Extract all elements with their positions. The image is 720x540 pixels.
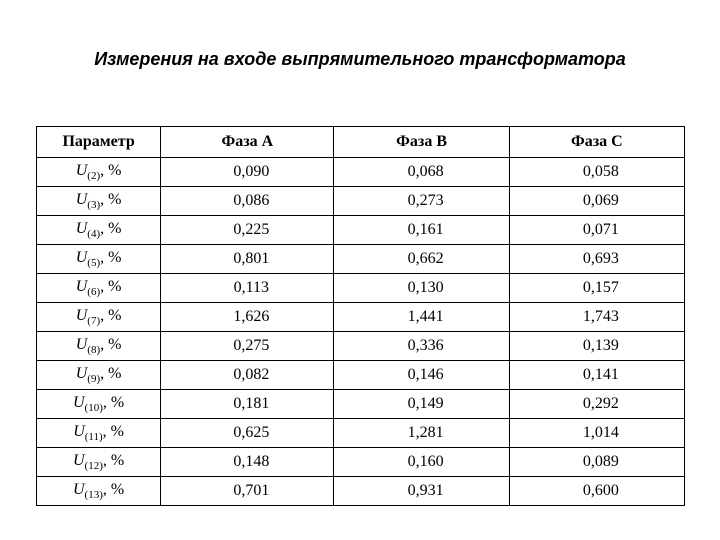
- phase-b-value: 0,146: [407, 366, 444, 383]
- phase-c-cell: [509, 390, 684, 419]
- parameter-unit: , %: [102, 394, 125, 411]
- phase-c-cell: [509, 361, 684, 390]
- table-row: [37, 303, 685, 332]
- phase-b-value: 0,161: [407, 221, 444, 238]
- parameter-symbol: U: [75, 365, 88, 382]
- parameter-cell: [37, 187, 161, 216]
- phase-b-cell: [334, 216, 509, 245]
- phase-c-value: 0,058: [582, 163, 619, 180]
- parameter-cell: [37, 419, 161, 448]
- table-row: [37, 158, 685, 187]
- parameter-unit: , %: [100, 365, 122, 382]
- parameter-unit: , %: [100, 220, 122, 237]
- harmonic-index: (13): [84, 489, 103, 501]
- phase-a-value: 0,181: [233, 395, 270, 412]
- phase-a-value: 0,113: [233, 279, 270, 296]
- harmonic-index: (9): [87, 373, 101, 385]
- header-phase-a: Фаза A: [161, 127, 334, 158]
- table-row: [37, 245, 685, 274]
- phase-c-cell: [509, 245, 684, 274]
- harmonic-index: (7): [87, 315, 101, 327]
- phase-a-cell: [161, 303, 334, 332]
- phase-b-cell: [334, 274, 509, 303]
- table-row: [37, 361, 685, 390]
- table-row: [37, 332, 685, 361]
- phase-c-cell: [509, 303, 684, 332]
- phase-b-cell: [334, 245, 509, 274]
- phase-b-cell: [334, 187, 509, 216]
- harmonic-index: (12): [84, 460, 103, 472]
- phase-c-value: 0,071: [582, 221, 619, 238]
- parameter-symbol: U: [75, 307, 88, 324]
- phase-a-value: 0,082: [233, 366, 270, 383]
- parameter-unit: , %: [100, 162, 122, 179]
- parameter-cell: [37, 390, 161, 419]
- phase-c-value: 0,139: [582, 337, 619, 354]
- harmonic-index: (6): [87, 286, 101, 298]
- parameter-unit: , %: [100, 191, 122, 208]
- phase-b-value: 0,068: [407, 163, 444, 180]
- table-row: [37, 274, 685, 303]
- phase-b-cell: [334, 158, 509, 187]
- phase-a-value: 0,090: [233, 163, 270, 180]
- parameter-cell: [37, 216, 161, 245]
- phase-b-value: 1,441: [407, 308, 444, 325]
- harmonic-index: (8): [87, 344, 101, 356]
- phase-a-cell: [161, 332, 334, 361]
- table-row: [37, 477, 685, 506]
- phase-b-value: 0,931: [407, 482, 444, 499]
- page-title: Измерения на входе выпрямительного трансформатора: [94, 49, 626, 69]
- table-row: [37, 390, 685, 419]
- phase-c-value: 0,693: [582, 250, 619, 267]
- phase-b-value: 0,336: [407, 337, 444, 354]
- table-header-row: [37, 127, 685, 158]
- phase-a-value: 0,225: [233, 221, 270, 238]
- phase-c-cell: [509, 187, 684, 216]
- phase-b-value: 0,130: [407, 279, 444, 296]
- harmonic-index: (3): [87, 199, 101, 211]
- phase-b-cell: [334, 390, 509, 419]
- phase-a-value: 0,148: [233, 453, 270, 470]
- harmonic-index: (5): [87, 257, 101, 269]
- phase-c-value: 0,089: [582, 453, 619, 470]
- phase-a-cell: [161, 245, 334, 274]
- table-row: [37, 419, 685, 448]
- phase-b-value: 0,662: [407, 250, 444, 267]
- phase-c-value: 0,069: [582, 192, 619, 209]
- phase-a-value: 0,086: [233, 192, 270, 209]
- phase-a-cell: [161, 274, 334, 303]
- parameter-unit: , %: [100, 336, 122, 353]
- phase-a-value: 0,801: [233, 250, 270, 267]
- phase-b-cell: [334, 419, 509, 448]
- parameter-symbol: U: [72, 481, 85, 498]
- phase-a-value: 0,701: [233, 482, 270, 499]
- table-row: [37, 216, 685, 245]
- phase-a-cell: [161, 419, 334, 448]
- parameter-unit: , %: [100, 249, 122, 266]
- parameter-cell: [37, 477, 161, 506]
- parameter-symbol: U: [75, 336, 88, 353]
- phase-b-cell: [334, 332, 509, 361]
- phase-c-cell: [509, 332, 684, 361]
- parameter-symbol: U: [75, 191, 88, 208]
- table-row: [37, 187, 685, 216]
- parameter-cell: [37, 332, 161, 361]
- phase-a-cell: [161, 158, 334, 187]
- phase-c-cell: [509, 448, 684, 477]
- phase-c-value: 1,743: [582, 308, 619, 325]
- parameter-cell: [37, 361, 161, 390]
- phase-a-cell: [161, 390, 334, 419]
- phase-a-value: 0,275: [233, 337, 270, 354]
- harmonic-index: (11): [84, 431, 103, 443]
- phase-a-cell: [161, 187, 334, 216]
- phase-a-cell: [161, 448, 334, 477]
- table-body: [37, 158, 685, 506]
- parameter-cell: [37, 158, 161, 187]
- header-phase-c: Фаза C: [509, 127, 684, 158]
- phase-a-value: 1,626: [233, 308, 270, 325]
- phase-c-cell: [509, 477, 684, 506]
- header-phase-b: Фаза B: [334, 127, 509, 158]
- parameter-unit: , %: [102, 452, 125, 469]
- phase-b-cell: [334, 477, 509, 506]
- phase-c-cell: [509, 419, 684, 448]
- header-parameter: Параметр: [37, 127, 161, 158]
- phase-a-value: 0,625: [233, 424, 270, 441]
- parameter-symbol: U: [75, 249, 88, 266]
- parameter-unit: , %: [100, 278, 122, 295]
- phase-a-cell: [161, 216, 334, 245]
- parameter-cell: [37, 245, 161, 274]
- phase-c-value: 1,014: [582, 424, 619, 441]
- parameter-unit: , %: [102, 481, 125, 498]
- phase-c-value: 0,157: [582, 279, 619, 296]
- phase-b-value: 0,273: [407, 192, 444, 209]
- parameter-cell: [37, 448, 161, 477]
- parameter-unit: , %: [102, 423, 124, 440]
- phase-b-value: 0,149: [407, 395, 444, 412]
- parameter-unit: , %: [100, 307, 122, 324]
- parameter-symbol: U: [72, 452, 85, 469]
- harmonic-index: (4): [87, 228, 101, 240]
- harmonic-index: (10): [84, 402, 103, 414]
- phase-a-cell: [161, 361, 334, 390]
- phase-c-cell: [509, 158, 684, 187]
- parameter-symbol: U: [75, 220, 88, 237]
- phase-b-value: 0,160: [407, 453, 444, 470]
- phase-b-cell: [334, 361, 509, 390]
- parameter-symbol: U: [72, 394, 85, 411]
- phase-c-cell: [509, 274, 684, 303]
- parameter-symbol: U: [75, 278, 88, 295]
- phase-c-value: 0,292: [582, 395, 619, 412]
- harmonic-index: (2): [87, 170, 101, 182]
- table-row: [37, 448, 685, 477]
- parameter-symbol: U: [75, 162, 88, 179]
- parameter-symbol: U: [73, 423, 85, 440]
- phase-c-value: 0,600: [582, 482, 619, 499]
- phase-a-cell: [161, 477, 334, 506]
- measurements-table: [36, 126, 685, 506]
- parameter-cell: [37, 274, 161, 303]
- phase-b-value: 1,281: [407, 424, 444, 441]
- phase-c-cell: [509, 216, 684, 245]
- phase-b-cell: [334, 448, 509, 477]
- phase-b-cell: [334, 303, 509, 332]
- parameter-cell: [37, 303, 161, 332]
- phase-c-value: 0,141: [582, 366, 619, 383]
